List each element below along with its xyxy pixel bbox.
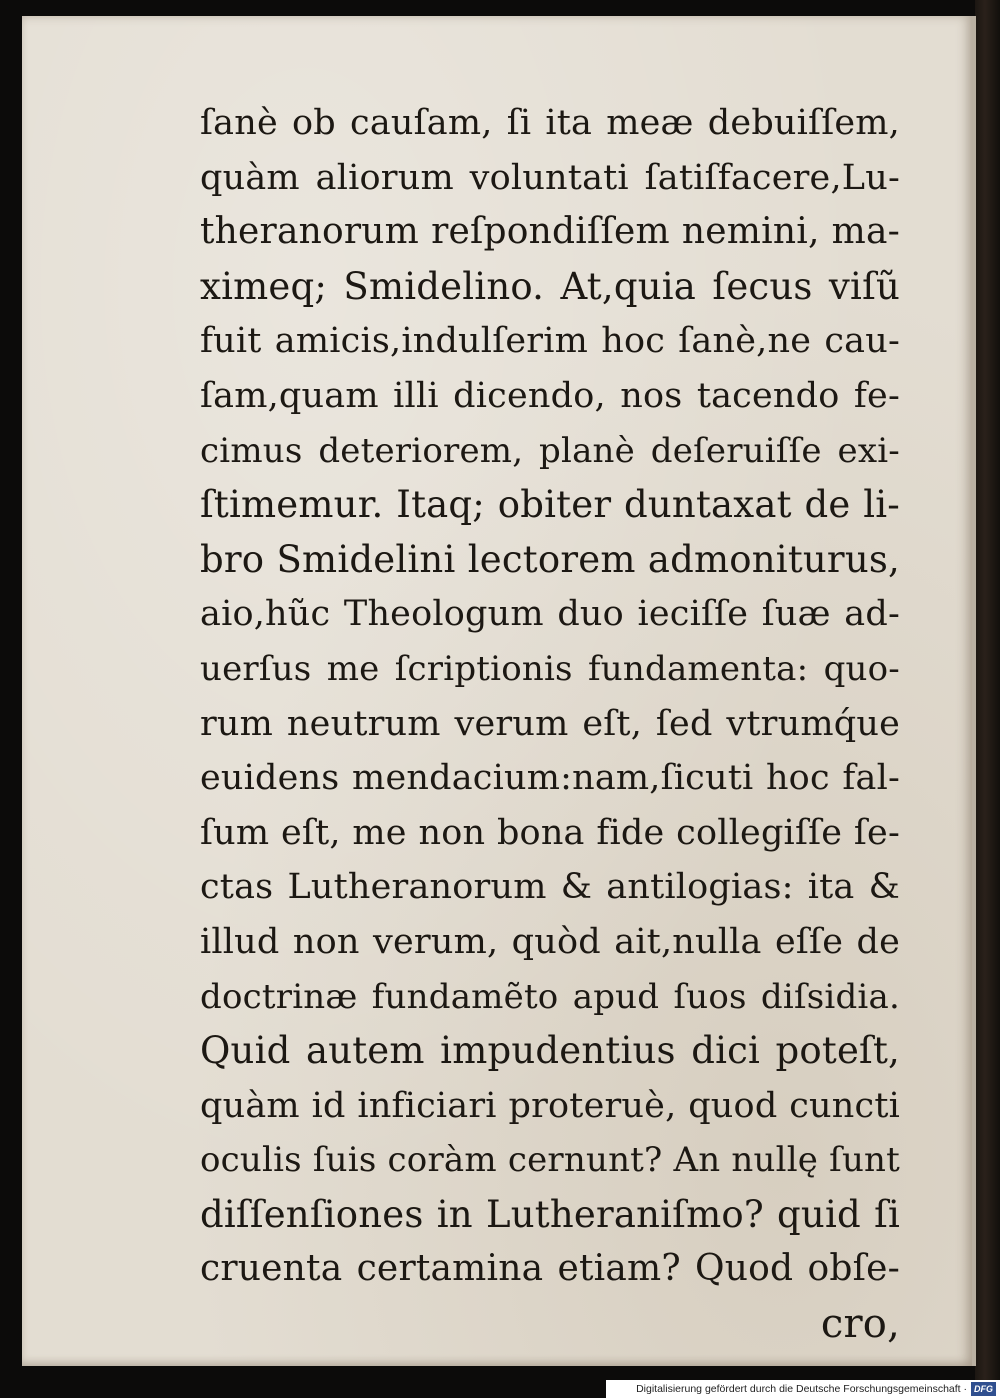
text-line: doctrinæ fundamẽto apud ſuos diſsidia. — [200, 976, 900, 1017]
text-line: quàm id inficiari proteruè, quod cuncti — [200, 1085, 900, 1126]
body-text — [200, 96, 900, 1352]
funding-notice: Digitalisierung gefördert durch die Deutsche Forschungsgemeinschaft · — [636, 1383, 967, 1395]
text-line: bro Smidelini lectorem admoniturus, — [200, 537, 900, 581]
text-line: quàm aliorum voluntati ſatiſfacere,Lu- — [200, 157, 900, 198]
text-line: ſanè ob cauſam, ſi ita meæ debuiſſem, — [200, 103, 900, 143]
text-line: ctas Lutheranorum & antilogias: ita & — [200, 867, 900, 908]
text-line: aio,hũc Theologum duo ieciſſe ſuæ ad- — [200, 594, 900, 635]
dfg-logo-icon: DFG — [971, 1382, 996, 1396]
text-line: illud non verum, quòd ait,nulla eſſe de — [200, 921, 900, 962]
text-line: euidens mendacium:nam,ſicuti hoc fal- — [200, 758, 900, 799]
text-line: cimus deteriorem, planè deſeruiſſe exi- — [200, 430, 900, 471]
text-line: ſtimemur. Itaq; obiter duntaxat de li- — [200, 483, 900, 527]
text-line: rum neutrum verum eſt, ſed vtrumq́ue — [200, 703, 900, 744]
text-line: diſſenſiones in Lutheraniſmo? quid ſi — [200, 1192, 900, 1236]
text-line: uerſus me ſcriptionis fundamenta: quo- — [200, 648, 900, 689]
digitization-footer — [606, 1380, 1000, 1398]
text-line: oculis ſuis coràm cernunt? An nullę ſunt — [200, 1140, 900, 1181]
text-line: fuit amicis,indulſerim hoc ſanè,ne cau- — [200, 321, 900, 362]
text-line: ſam,quam illi dicendo, nos tacendo fe- — [200, 375, 900, 416]
text-line: cruenta certamina etiam? Quod obſe- — [200, 1248, 900, 1290]
text-line: Quid autem impudentius dici poteſt, — [200, 1029, 900, 1073]
catchword: cro, — [820, 1301, 900, 1348]
text-line: ximeq; Smidelino. At,quia ſecus viſũ — [200, 264, 900, 308]
text-line: theranorum reſpondiſſem nemini, ma- — [200, 211, 900, 253]
book-spine-edge — [975, 0, 1000, 1380]
text-line: ſum eſt, me non bona fide collegiſſe ſe- — [200, 812, 900, 853]
